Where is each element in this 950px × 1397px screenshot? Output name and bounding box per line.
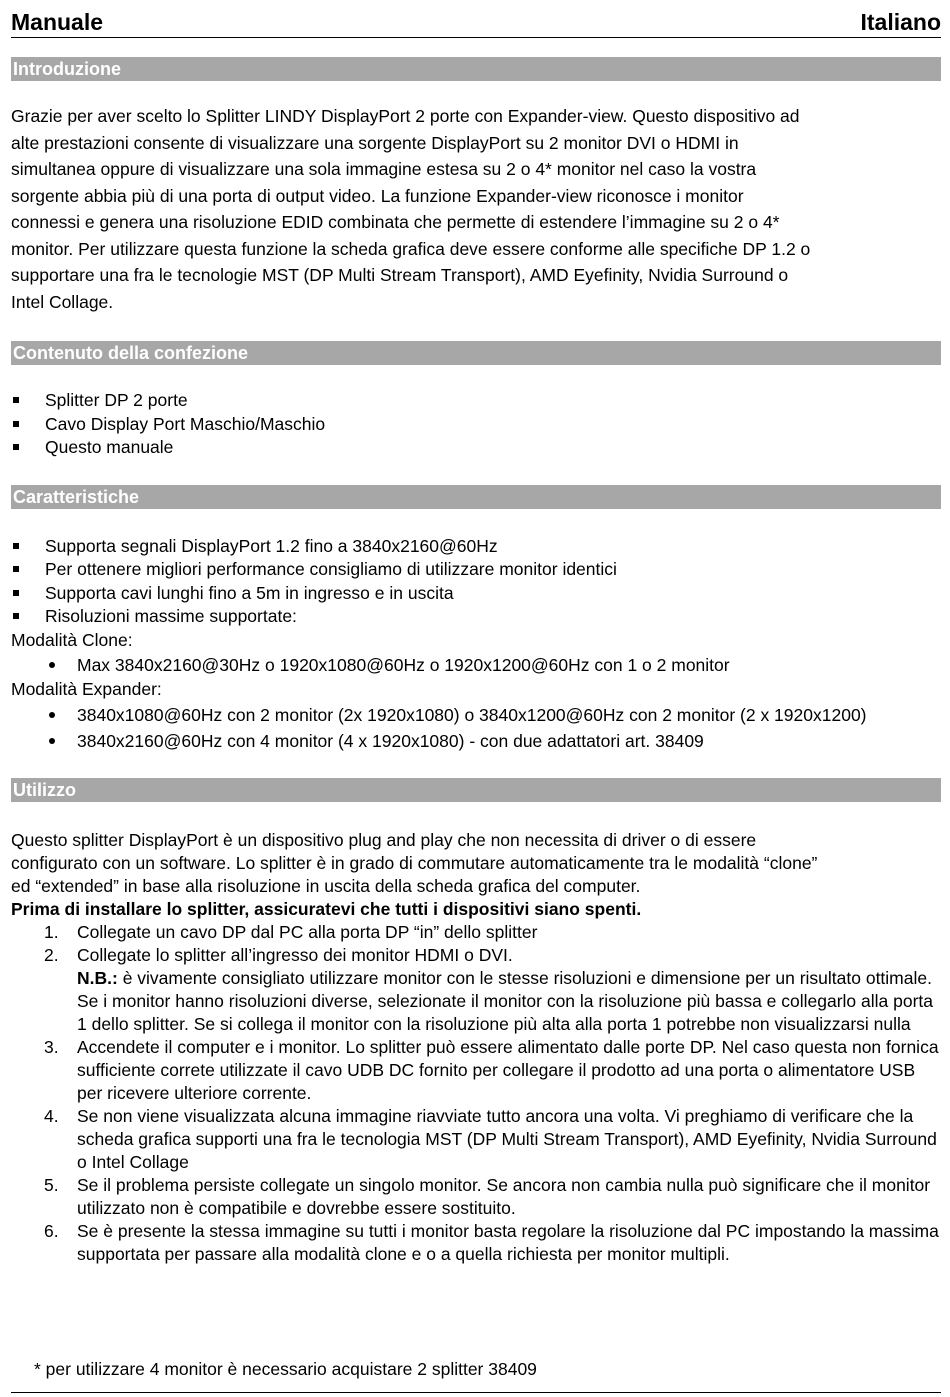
usage-line: Questo splitter DisplayPort è un dispositivo plug and play che non necessita di driver o di essere — [11, 829, 757, 850]
step-number: 6. — [44, 1220, 59, 1241]
step-text: Se il problema persiste collegate un singolo monitor. Se ancora non cambia nulla può significare che il monitor utilizzato non è compatibile e dovrebbe essere sostituito. — [77, 1174, 931, 1218]
nb-text: è vivamente consigliato utilizzare monitor con le stesse risoluzioni e dimensione per un risultato ottimale. Se i monitor hanno risoluzioni diverse, selezionate il monitor con la risoluzione più bassa e collegarlo alla porta 1 dello splitter. Se si collega il monitor con la risoluzione più alta alla porta 1 potrebbe non visualizzarsi nulla — [77, 967, 934, 1034]
usage-warning: Prima di installare lo splitter, assicuratevi che tutti i dispositivi siano spenti. — [11, 898, 642, 919]
section-title-intro: Introduzione — [11, 57, 941, 81]
clone-mode-label: Modalità Clone: — [11, 629, 133, 650]
step-text: Accendete il computer e i monitor. Lo splitter può essere alimentato dalle porte DP. Nel caso questa non fornica sufficiente correte utilizzate il cavo UDB DC fornito per collegare il prodotto ad una porta o alimentatore USB per ricevere ulteriore corrente. — [77, 1036, 939, 1103]
expander-mode-label: Modalità Expander: — [11, 679, 162, 699]
step-text: Se è presente la stessa immagine su tutti i monitor basta regolare la risoluzione dal PC impostando la massima supportata per passare alla modalità clone e o a quella richiesta per monitor multipli. — [77, 1220, 939, 1264]
manual-page — [11, 0, 941, 1266]
list-item: Cavo Display Port Maschio/Maschio — [11, 413, 941, 437]
expander-mode-list — [11, 702, 941, 754]
step-text: Collegate lo splitter all’ingresso dei monitor HDMI o DVI. — [77, 944, 513, 965]
intro-line: simultanea oppure di visualizzare una sola immagine estesa su 2 o 4* monitor nel caso la vostra — [11, 159, 757, 179]
step-text: Se non viene visualizzata alcuna immagine riavviate tutto ancora una volta. Vi preghiamo di verificare che la scheda grafica supporti una fra le tecnologia MST (DP Multi Stream Transport), AMD Eyefinity, Nvidia Surround o Intel Collage — [77, 1105, 937, 1172]
list-item: Max 3840x2160@30Hz o 1920x1080@60Hz o 1920x1200@60Hz con 1 o 2 monitor — [11, 652, 941, 678]
intro-line: supportare una fra le tecnologie MST (DP Multi Stream Transport), AMD Eyefinity, Nvidia Surround o — [11, 265, 789, 285]
usage-line: ed “extended” in base alla risoluzione in uscita della scheda grafica del computer. — [11, 875, 641, 896]
footnote: * per utilizzare 4 monitor è necessario acquistare 2 splitter 38409 — [34, 1359, 537, 1379]
list-item: Supporta segnali DisplayPort 1.2 fino a 3840x2160@60Hz — [11, 535, 941, 559]
clone-mode-list — [11, 652, 941, 678]
intro-text — [11, 103, 941, 315]
list-item: Risoluzioni massime supportate: — [11, 605, 941, 629]
step-item — [11, 1105, 941, 1174]
list-item: Per ottenere migliori performance consigliamo di utilizzare monitor identici — [11, 558, 941, 582]
section-title-features: Caratteristiche — [11, 485, 941, 509]
intro-line: monitor. Per utilizzare questa funzione la scheda grafica deve essere conforme alle specifiche DP 1.2 o — [11, 238, 811, 259]
intro-line: alte prestazioni consente di visualizzare una sorgente DisplayPort su 2 monitor DVI o HDMI in — [11, 132, 739, 153]
intro-line: connessi e genera una risoluzione EDID combinata che permette di estendere l’immagine su 2 o 4* — [11, 212, 780, 232]
usage-text — [11, 829, 941, 921]
step-number: 2. — [44, 944, 59, 965]
step-number: 3. — [44, 1036, 59, 1057]
nb-label: N.B.: — [77, 967, 118, 988]
step-text: Collegate un cavo DP dal PC alla porta DP “in” dello splitter — [77, 921, 538, 942]
step-item — [11, 944, 941, 1036]
usage-line: configurato con un software. Lo splitter è in grado di commutare automaticamente tra le modalità “clone” — [11, 852, 818, 873]
contents-list — [11, 389, 941, 460]
step-number: 1. — [44, 921, 59, 942]
bottom-divider — [11, 1392, 941, 1393]
header-title: Manuale — [11, 9, 104, 35]
section-title-contents: Contenuto della confezione — [11, 341, 941, 365]
intro-line: Intel Collage. — [11, 291, 114, 312]
step-number: 4. — [44, 1105, 59, 1126]
section-title-usage: Utilizzo — [11, 778, 941, 802]
step-item — [11, 1174, 941, 1220]
intro-line: Grazie per aver scelto lo Splitter LINDY DisplayPort 2 porte con Expander-view. Questo dispositivo ad — [11, 106, 800, 126]
step-item — [11, 1220, 941, 1266]
header-language: Italiano — [860, 9, 941, 35]
usage-steps — [11, 921, 941, 1266]
list-item: Supporta cavi lunghi fino a 5m in ingresso e in uscita — [11, 582, 941, 606]
step-number: 5. — [44, 1174, 59, 1195]
list-item: Splitter DP 2 porte — [11, 389, 941, 413]
intro-line: sorgente abbia più di una porta di output video. La funzione Expander-view riconosce i monitor — [11, 185, 744, 206]
list-item: Questo manuale — [11, 436, 941, 460]
list-item: 3840x1080@60Hz con 2 monitor (2x 1920x1080) o 3840x1200@60Hz con 2 monitor (2 x 1920x1200) — [11, 702, 941, 728]
features-list — [11, 535, 941, 629]
step-item — [11, 1036, 941, 1105]
list-item: 3840x2160@60Hz con 4 monitor (4 x 1920x1080) - con due adattatori art. 38409 — [11, 728, 941, 754]
page-header — [11, 0, 941, 38]
step-item — [11, 921, 941, 944]
